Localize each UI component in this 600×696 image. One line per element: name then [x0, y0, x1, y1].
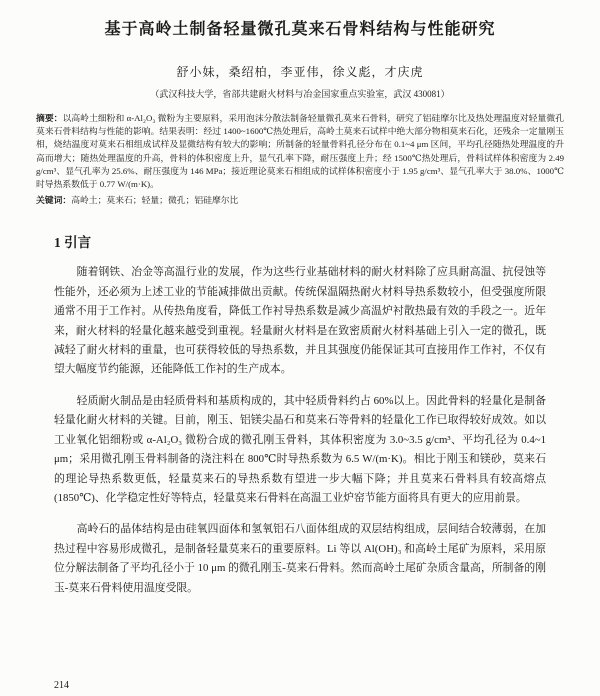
intro-paragraph-1: 随着钢铁、冶金等高温行业的发展，作为这些行业基础材料的耐火材料除了应具耐高温、抗侵蚀等性能外，还必须为上述工业的节能减排做出贡献。传统保温隔热耐火材料导热系数较小，但受强度所限通常不用于工作衬。从传热角度看，降低工作衬导热系数是减少高温炉衬散热最有效的手段之一。近年来，耐火材料的轻量化越来越受到重视。轻量耐火材料是在致密质耐火材料基础上引入一定的微孔，既减轻了耐火材料的重量，也可获得较低的导热系数，并且其强度仍能保证其可直接用作工作衬，不仅有望大幅度节约能源，还能降低工作衬的生产成本。: [54, 266, 546, 376]
affiliation-line: （武汉科技大学，省部共建耐火材料与冶金国家重点实验室，武汉 430081）: [150, 89, 450, 99]
paper-title: 基于高岭土制备轻量微孔莫来石骨料结构与性能研究: [104, 21, 496, 38]
keywords-label: 关键词：: [36, 195, 72, 206]
abstract-paragraph: [36, 112, 564, 191]
keywords-line: [36, 194, 564, 207]
intro-paragraph-2: 轻质耐火制品是由轻质骨料和基质构成的，其中轻质骨料约占 60%以上。因此骨料的轻量化是制备轻量化耐火材料的关键。目前，刚玉、铝镁尖晶石和莫来石等骨料的轻量化工作已取得较好成效。如以工业氧化铝细粉或 α-Al₂O₃ 微粉合成的微孔刚玉骨料，其体积密度为 3.0~3.5 g/cm³、平均孔径为 0.4~1 μm；采用微孔刚玉骨料制备的浇注料在 800℃时导热系数为 6.5 W/(m·K)。相比于刚玉和镁砂，莫来石的理论导热系数更低，轻量莫来石的导热系数有望进一步大幅下降；并且莫来石骨料具有较高熔点(1850℃)、化学稳定性好等特点，轻量莫来石骨料在高温工业炉窑节能方面将具有更大的应用前景。: [54, 394, 546, 504]
abstract-label: 摘要：: [36, 113, 63, 123]
intro-paragraph-3: 高岭石的晶体结构是由硅氧四面体和氢氧铝石八面体组成的双层结构组成，层间结合较薄弱，在加热过程中容易形成微孔，是制备轻量莫来石的重要原料。Li 等以 Al(OH)₃ 和高岭土尾矿为原料，采用原位分解法制备了平均孔径小于 10 μm 的微孔刚玉-莫来石骨料。然而高岭土尾矿杂质含量高，所制备的刚玉-莫来石骨料使用温度受限。: [54, 523, 546, 594]
page-number: 214: [54, 680, 69, 691]
keywords-text: 高岭土；莫来石；轻量；微孔；铝硅摩尔比: [71, 195, 239, 206]
abstract-text: 以高岭土细粉和 α-Al₂O₃ 微粉为主要原料，采用泡沫分散法制备轻量微孔莫来石骨料，研究了铝硅摩尔比及热处理温度对轻量微孔莫来石骨料结构与性能的影响。结果表明：经过 1400~1600℃热处理后，高岭土莫来石试样中绝大部分物相莫来石化，还残余一定量刚玉相，烧结温度对莫来石相组成试样及显微结构有较大的影响；所制备的轻量骨料孔径分布在 0.1~4 μm 区间，平均孔径随热处理温度的升高而增大；随热处理温度的升高，骨料的体积密度上升，显气孔率下降，耐压强度上升；经 1500℃热处理后，骨料试样体积密度为 2.49 g/cm³、显气孔率为 25.6%、耐压强度为 146 MPa；接近理论莫来石相组成的试样体积密度小于 1.95 g/cm³、显气孔率大于 38.0%、1000℃时导热系数低于 0.77 W/(m·K)。: [36, 113, 564, 189]
section-heading-introduction: 1 引言: [54, 235, 92, 251]
authors-line: 舒小妹，桑绍柏，李亚伟，徐义彪，才庆虎: [176, 65, 424, 79]
